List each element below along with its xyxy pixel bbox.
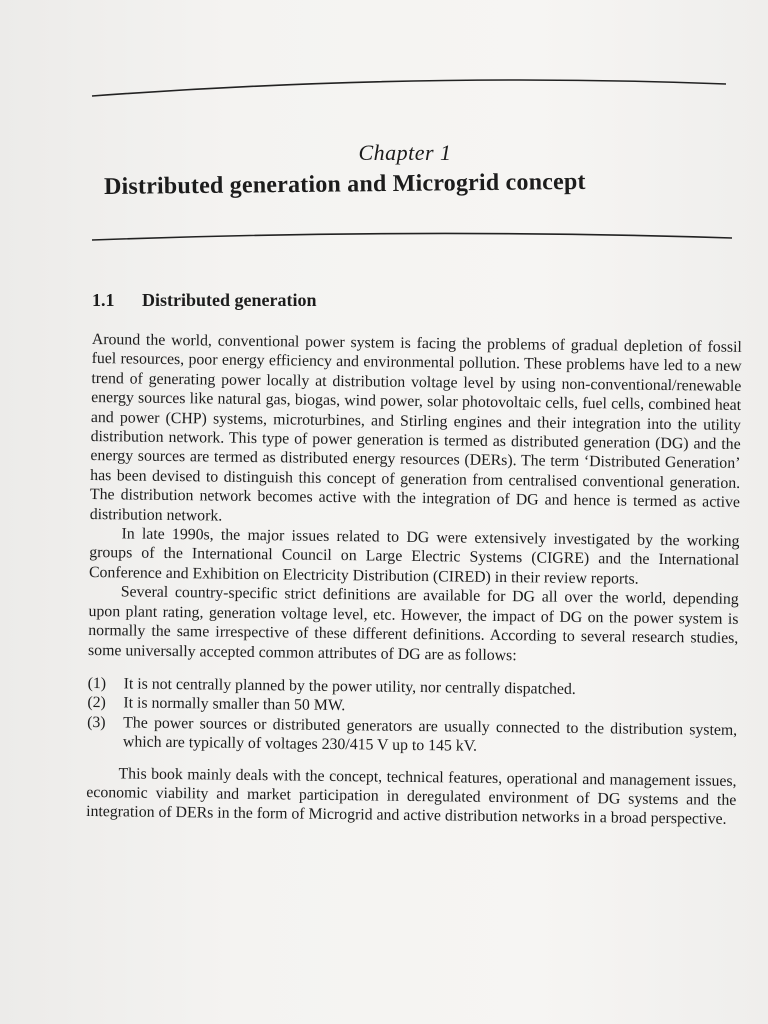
list-marker: (2): [87, 694, 106, 712]
chapter-label: Chapter 1: [358, 140, 452, 165]
list-item: [87, 713, 737, 760]
section-body: [86, 330, 742, 830]
paragraph-cigre: In late 1990s, the major issues related to DG were extensively investigated by the working groups of the International Council on Large Electric Systems (CIGRE) and the International Conference and Exhibition on Electricity Distribution (CIRED) in their review reports.: [88, 525, 740, 588]
list-item-text: It is normally smaller than 50 MW.: [123, 694, 346, 715]
section-title: Distributed generation: [142, 290, 317, 310]
list-marker: (1): [87, 674, 107, 693]
section-number: 1.1: [92, 290, 115, 310]
bottom-rule: [92, 233, 732, 240]
section-heading: [92, 290, 317, 311]
list-item-text: The power sources or distributed generators are usually connected to the distribution system, which are typically of voltages 230/415 V up to 145 kV.: [122, 714, 738, 755]
attributes-list: [87, 674, 738, 760]
top-rule: [92, 80, 726, 96]
paragraph-closing: This book mainly deals with the concept, technical features, operational and management issues, economic viability and market participation in deregulated environment of DG systems and the integration of DERs in the form of Microgrid and active distribution networks in a broad perspective.: [86, 764, 737, 829]
paragraph-definitions: Several country-specific strict definitions are available for DG all over the world, depending upon plant rating, generation voltage level, etc. However, the impact of DG on the power system is normally the same irrespective of these different definitions. According to several research studies, some universally accepted common attributes of DG are as follows:: [87, 583, 739, 664]
list-item-text: It is not centrally planned by the power utility, nor centrally dispatched.: [123, 675, 576, 698]
chapter-title: Distributed generation and Microgrid concept: [103, 168, 586, 200]
paragraph-intro: Around the world, conventional power system is facing the problems of gradual depletion of fossil fuel resources, poor energy efficiency and environmental pollution. These problems have led to a new trend of generating power locally at distribution voltage level by using non-conventional/renewable energy sources like natural gas, biogas, wind power, solar photovoltaic cells, fuel cells, combined heat and power (CHP) systems, microturbines, and Stirling engines and their integration into the utility distribution network. This type of power generation is termed as distributed generation (DG) and the energy sources are termed as distributed energy resources (DERs). The term ‘Distributed Generation’ has been devised to distinguish this concept of generation from centralised conventional generation. The distribution network becomes active with the integration of DG and hence is termed as active distribution network.: [89, 330, 742, 525]
list-marker: (3): [87, 713, 106, 731]
